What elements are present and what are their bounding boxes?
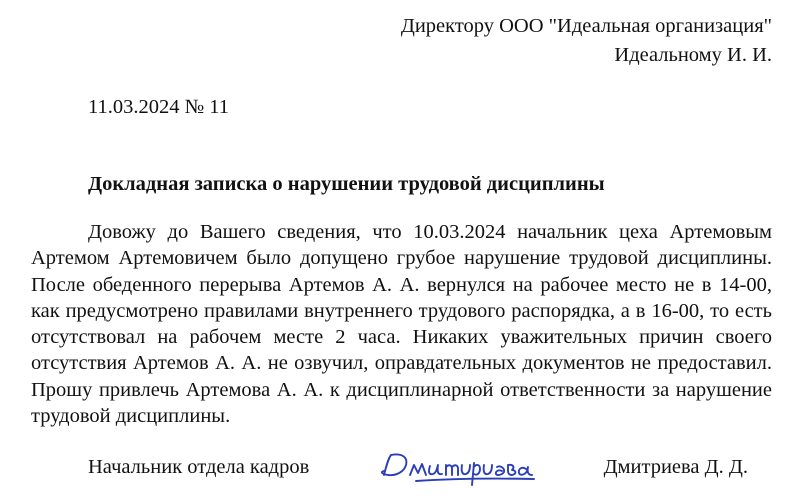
addressee-line-company: Директору ООО "Идеальная организация" [400, 15, 772, 37]
signer-name: Дмитриева Д. Д. [603, 456, 748, 478]
addressee-line-person: Идеальному И. И. [614, 44, 772, 66]
document-date-number: 11.03.2024 № 11 [88, 96, 230, 118]
addressee-block [401, 12, 772, 70]
signer-position: Начальник отдела кадров [88, 456, 310, 478]
handwritten-signature [376, 445, 546, 489]
document-body: Довожу до Вашего сведения, что 10.03.2024 начальник цеха Артемовым Артемом Артемовичем было допущено грубое нарушение трудовой дисциплины. После обеденного перерыва Артемов А. А. вернулся на рабочее место не в 14-00, как предусмотрено правилами внутреннего трудового распорядка, а в 16-00, то есть отсутствовал на рабочем месте 2 часа. Никаких уважительных причин своего отсутствия Артемов А. А. не озвучил, оправдательных документов не предоставил. Прошу привлечь Артемова А. А. к дисциплинарной ответственности за нарушение трудовой дисциплины. [31, 221, 772, 428]
signature-row [88, 453, 772, 487]
document-title: Докладная записка о нарушении трудовой дисциплины [88, 173, 605, 195]
